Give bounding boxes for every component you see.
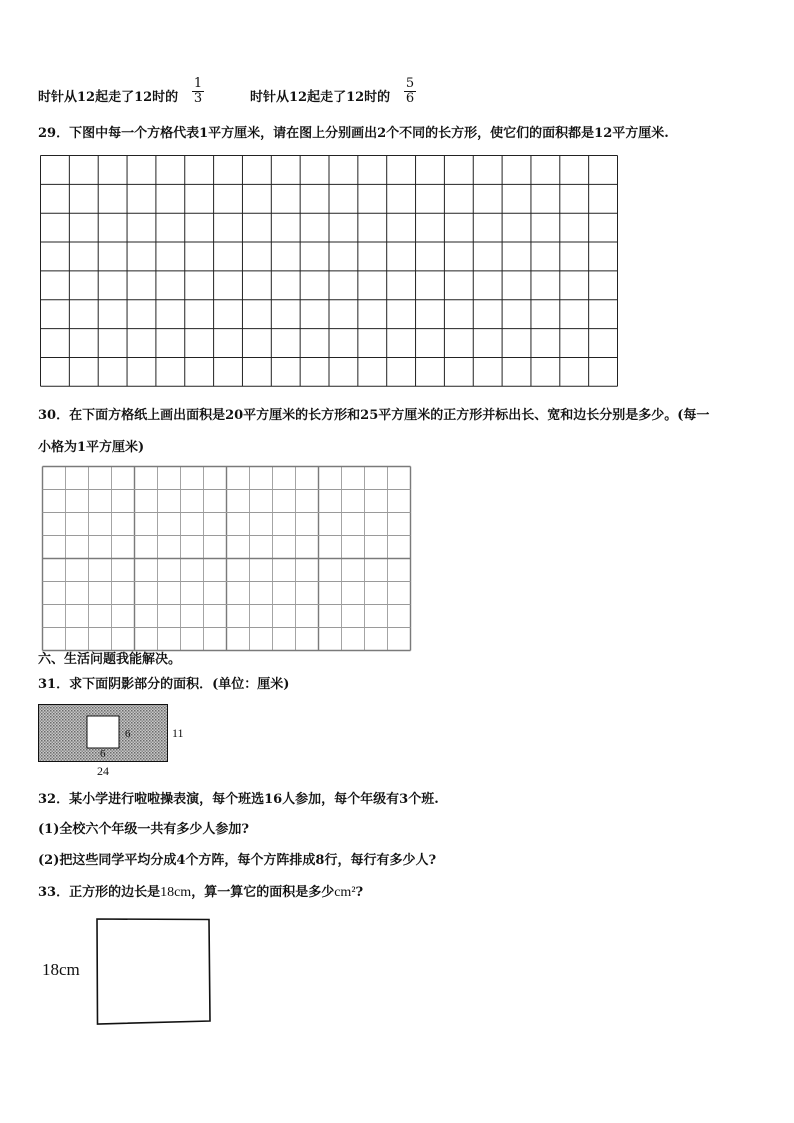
fraction-five-sixths xyxy=(404,77,416,106)
clock-text-right: 时针从12起走了12时的 xyxy=(250,90,391,105)
question-33-text-b: ，算一算它的面积是多少 xyxy=(191,885,335,900)
fraction-denominator: 3 xyxy=(193,91,203,106)
question-32: 32．某小学进行啦啦操表演，每个班选16人参加，每个年级有3个班. xyxy=(38,792,439,807)
question-33-text-c: ? xyxy=(355,885,364,900)
square-figure xyxy=(94,918,212,1026)
label-height: 11 xyxy=(172,726,184,740)
question-32-sub1: (1)全校六个年级一共有多少人参加? xyxy=(38,822,249,837)
fraction-one-third xyxy=(192,77,204,106)
square-side-label: 18cm xyxy=(42,960,80,979)
label-inner-right: 6 xyxy=(125,728,131,740)
clock-line-right xyxy=(250,90,390,106)
label-inner-bottom: 6 xyxy=(100,748,106,760)
question-32-sub2: (2)把这些同学平均分成4个方阵，每个方阵排成8行，每行有多少人? xyxy=(38,853,437,868)
clock-text-left: 时针从12起走了12时的 xyxy=(38,90,179,105)
square-outline xyxy=(97,919,210,1024)
grid-q29 xyxy=(40,155,618,395)
question-30-line1: 30．在下面方格纸上画出面积是20平方厘米的长方形和25平方厘米的正方形并标出长、宽和边长分别是多少。(每一 xyxy=(38,408,710,423)
label-width: 24 xyxy=(97,764,109,778)
question-29: 29．下图中每一个方格代表1平方厘米，请在图上分别画出2个不同的长方形，使它们的面积都是12平方厘米. xyxy=(38,126,669,141)
side-value: 18cm xyxy=(160,885,192,900)
section-6-title: 六、生活问题我能解决。 xyxy=(38,652,182,667)
area-unit: cm² xyxy=(334,885,356,900)
fraction-denominator: 6 xyxy=(405,91,415,106)
fraction-numerator: 5 xyxy=(405,76,415,91)
clock-line-left xyxy=(38,90,178,106)
question-33 xyxy=(38,885,363,901)
question-31: 31．求下面阴影部分的面积．(单位：厘米) xyxy=(38,677,290,692)
fraction-numerator: 1 xyxy=(193,76,203,91)
shaded-area-figure xyxy=(38,704,188,780)
grid-q30 xyxy=(42,466,412,638)
question-33-text-a: 33．正方形的边长是 xyxy=(38,885,161,900)
inner-square xyxy=(87,716,119,748)
question-30-line2: 小格为1平方厘米) xyxy=(38,440,145,455)
